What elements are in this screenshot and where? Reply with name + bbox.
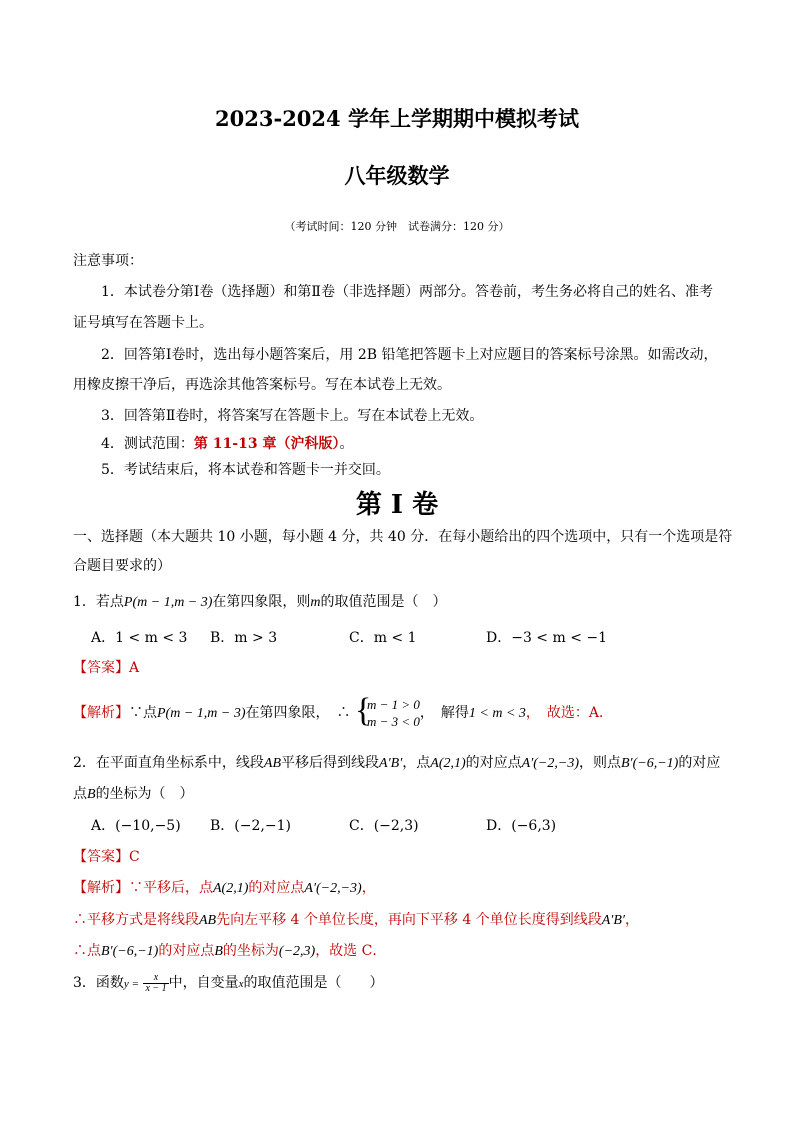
q2-option-b: B．(−2,−1) xyxy=(210,818,291,834)
q2-a2-end: ， xyxy=(624,912,639,928)
q2-a2-prefix: ∴平移方式是将线段 xyxy=(73,912,199,928)
q2-a2-mid: 先向左平移 4 个单位长度，再向下平移 4 个单位长度得到线段 xyxy=(216,912,602,928)
notice-item-3: 3．回答第Ⅱ卷时，将答案写在答题卡上。写在本试卷上无效。 xyxy=(101,408,484,424)
q1-answer-value: A xyxy=(129,660,140,676)
notice-item-2-line-2: 用橡皮擦干净后，再选涂其他答案标号。写在本试卷上无效。 xyxy=(73,377,451,393)
q1-answer xyxy=(73,657,794,677)
q1-analysis-mid: 在第四象限， ∴ xyxy=(245,705,351,721)
q1-analysis-prefix: ∵点 xyxy=(129,705,157,721)
q1-inequality-system xyxy=(354,692,420,730)
exam-title: 2023-2024 学年上学期期中模拟考试 xyxy=(215,106,579,131)
q2-a3-end: ，故选 C． xyxy=(315,943,387,959)
q1-prefix: 1．若点 xyxy=(73,594,124,610)
section-title: 第 I 卷 xyxy=(355,490,439,520)
q2-a1-pt1: A(2,1) xyxy=(213,881,249,896)
notice-item-4 xyxy=(101,433,794,453)
notice-item-4-suffix: 。 xyxy=(339,436,354,452)
question-3-stem xyxy=(73,972,794,994)
q1-option-a: A．1 < m < 3 xyxy=(91,630,188,646)
q2-a3-b: B xyxy=(214,944,223,959)
q2-point-a2: A′(−2,−3) xyxy=(521,756,579,771)
q3-prefix: 3．函数 xyxy=(73,975,124,991)
q2-point-b2: B′(−6,−1) xyxy=(621,756,679,771)
q1-point: P(m − 1,m − 3) xyxy=(123,595,213,610)
q2-analysis-line-3 xyxy=(73,940,794,960)
q2-analysis-label: 【解析】 xyxy=(73,880,129,896)
q2-seg-a2b2: A′B′ xyxy=(379,756,403,771)
q2-a3-prefix: ∴点 xyxy=(73,943,101,959)
q1-answer-label: 【答案】 xyxy=(73,660,129,676)
q2-l1-mid2: ，点 xyxy=(402,755,431,771)
q2-l2-suffix: 的坐标为（ ） xyxy=(95,786,194,802)
q2-a2-seg: AB xyxy=(199,913,217,928)
q3-middle: 中，自变量 xyxy=(168,975,239,991)
q2-a3-mid2: 的坐标为 xyxy=(222,943,279,959)
q2-point-b: B xyxy=(87,787,96,802)
q3-var: x xyxy=(238,978,244,990)
notice-item-1-line-2: 证号填写在答题卡上。 xyxy=(73,315,213,331)
notice-item-5: 5．考试结束后，将本试卷和答题卡一并交回。 xyxy=(101,462,390,478)
q1-var: m xyxy=(310,595,321,610)
q1-option-d: D．−3 < m < −1 xyxy=(486,630,608,646)
q3-fraction-denominator: x − 1 xyxy=(145,982,167,994)
part-heading-line-2: 合题目要求的） xyxy=(73,558,171,574)
q2-answer-label: 【答案】 xyxy=(73,849,129,865)
notice-heading: 注意事项： xyxy=(73,253,143,269)
notice-item-1-line-1: 1．本试卷分第Ⅰ卷（选择题）和第Ⅱ卷（非选择题）两部分。答卷前，考生务必将自己的姓名、准考 xyxy=(101,284,713,300)
q2-answer xyxy=(73,846,794,866)
q2-l1-prefix: 2．在平面直角坐标系中，线段 xyxy=(73,755,264,771)
q1-suffix: 的取值范围是（ ） xyxy=(320,594,447,610)
q1-analysis-label: 【解析】 xyxy=(73,705,129,721)
exam-subtitle: 八年级数学 xyxy=(344,163,450,188)
q1-option-b: B．m > 3 xyxy=(210,630,278,646)
q2-a1-mid: 的对应点 xyxy=(248,880,305,896)
exam-meta: （考试时间：120 分钟 试卷满分：120 分） xyxy=(284,220,510,233)
question-2-stem-line-2 xyxy=(73,783,794,803)
q2-a3-pt: B′(−6,−1) xyxy=(101,944,159,959)
q1-analysis-end: ， 故选：A． xyxy=(525,705,614,721)
q1-option-c: C．m < 1 xyxy=(349,630,417,646)
q2-analysis-line-1 xyxy=(73,877,794,897)
q1-analysis xyxy=(73,692,794,730)
q3-suffix: 的取值范围是（ ） xyxy=(243,975,384,991)
q2-l2-prefix: 点 xyxy=(73,786,87,802)
q2-a3-val: (−2,3) xyxy=(278,944,316,959)
brace-icon: { xyxy=(354,692,372,729)
q2-l1-mid3: 的对应点 xyxy=(465,755,522,771)
q1-ineq-2: m − 3 < 0 xyxy=(366,714,420,729)
q2-a1-end: ， xyxy=(361,880,376,896)
q1-analysis-range: 1 < m < 3 xyxy=(468,706,526,721)
q2-analysis-line-2 xyxy=(73,909,794,929)
notice-item-4-prefix: 4．测试范围： xyxy=(101,436,194,452)
q2-option-d: D．(−6,3) xyxy=(486,818,557,834)
q1-analysis-point: P(m − 1,m − 3) xyxy=(157,706,246,721)
q2-a2-seg2: A′B′ xyxy=(601,913,625,928)
notice-item-2-line-1: 2．回答第Ⅰ卷时，选出每小题答案后，用 2B 铅笔把答题卡上对应题目的答案标号涂黑。如需改动， xyxy=(101,347,718,363)
q2-l1-mid4: ，则点 xyxy=(579,755,621,771)
q2-seg-ab: AB xyxy=(263,756,282,771)
q2-point-a: A(2,1) xyxy=(430,756,466,771)
q2-l1-suffix: 的对应 xyxy=(678,755,721,771)
q2-option-a: A．(−10,−5) xyxy=(91,818,181,834)
question-1-stem xyxy=(73,591,794,611)
q2-answer-value: C xyxy=(129,849,140,865)
q3-fraction-numerator: x xyxy=(143,973,168,984)
q2-a1-prefix: ∵平移后，点 xyxy=(129,880,213,896)
part-heading-line-1: 一、选择题（本大题共 10 小题，每小题 4 分，共 40 分．在每小题给出的四个选项中，只有一个选项是符 xyxy=(73,529,733,545)
test-range: 第 11-13 章（沪科版） xyxy=(193,436,340,452)
q2-option-c: C．(−2,3) xyxy=(349,818,419,834)
q2-a1-pt2: A′(−2,−3) xyxy=(304,881,362,896)
question-2-stem-line-1 xyxy=(73,752,794,772)
q1-analysis-solve: ， 解得 xyxy=(419,705,469,721)
q2-l1-mid1: 平移后得到线段 xyxy=(281,755,380,771)
q3-fraction xyxy=(143,973,168,994)
q1-middle: 在第四象限，则 xyxy=(212,594,311,610)
q3-fn-lhs: y = xyxy=(123,978,139,990)
q1-ineq-1: m − 1 > 0 xyxy=(366,697,420,712)
q2-a3-mid: 的对应点 xyxy=(158,943,215,959)
